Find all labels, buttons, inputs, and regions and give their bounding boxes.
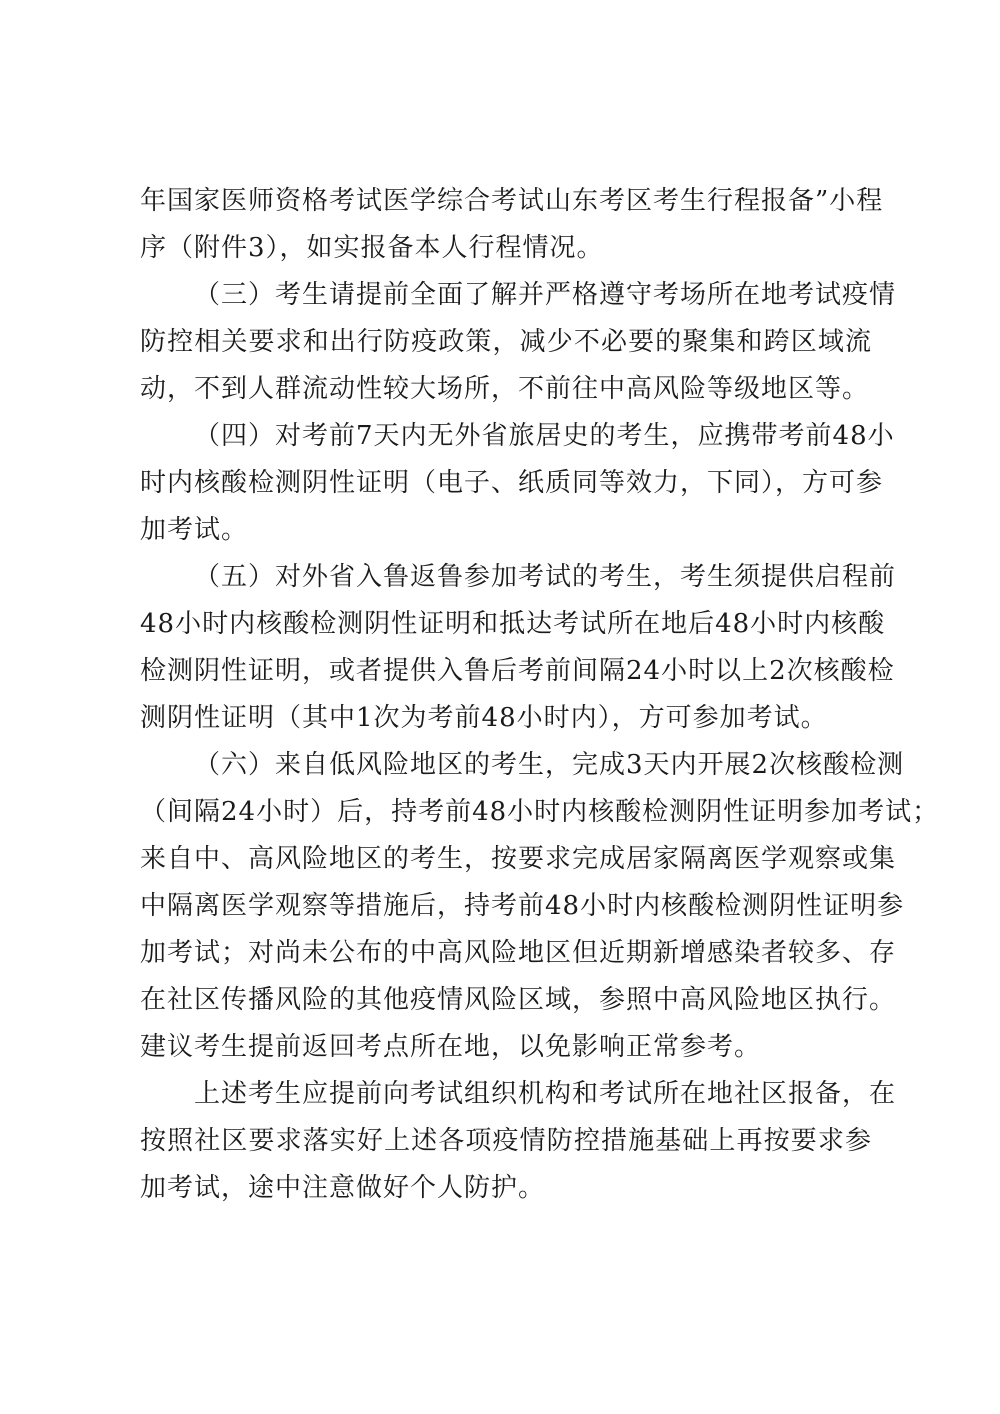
text-line: 加考试，途中注意做好个人防护。	[140, 1173, 546, 1203]
text-line: （六）来自低风险地区的考生，完成3天内开展2次核酸检测	[194, 750, 905, 780]
text-line: 测阴性证明（其中1次为考前48小时内），方可参加考试。	[140, 703, 828, 733]
text-line: 建议考生提前返回考点所在地，以免影响正常参考。	[140, 1032, 762, 1062]
text-line: 中隔离医学观察等措施后，持考前48小时内核酸检测阴性证明参	[140, 891, 905, 921]
text-line: 上述考生应提前向考试组织机构和考试所在地社区报备，在	[194, 1079, 897, 1109]
text-line: 加考试；对尚未公布的中高风险地区但近期新增感染者较多、存	[140, 938, 897, 968]
text-line: 年国家医师资格考试医学综合考试山东考区考生行程报备”小程	[140, 186, 884, 216]
text-line: （三）考生请提前全面了解并严格遵守考场所在地考试疫情	[194, 280, 897, 310]
text-line: 48小时内核酸检测阴性证明和抵达考试所在地后48小时内核酸	[140, 609, 886, 639]
text-line: 防控相关要求和出行防疫政策，减少不必要的聚集和跨区域流	[140, 327, 872, 357]
text-line: 在社区传播风险的其他疫情风险区域，参照中高风险地区执行。	[140, 985, 897, 1015]
document-body	[140, 178, 940, 1212]
text-line: （五）对外省入鲁返鲁参加考试的考生，考生须提供启程前	[194, 562, 897, 592]
text-line: 动，不到人群流动性较大场所，不前往中高风险等级地区等。	[140, 374, 870, 404]
text-line: （间隔24小时）后，持考前48小时内核酸检测阴性证明参加考试；	[140, 797, 940, 827]
text-line: 检测阴性证明，或者提供入鲁后考前间隔24小时以上2次核酸检	[140, 656, 895, 686]
text-line: 来自中、高风险地区的考生，按要求完成居家隔离医学观察或集	[140, 844, 897, 874]
text-line: （四）对考前7天内无外省旅居史的考生，应携带考前48小	[194, 421, 895, 451]
text-line: 按照社区要求落实好上述各项疫情防控措施基础上再按要求参	[140, 1126, 872, 1156]
text-line: 加考试。	[140, 515, 249, 545]
text-line: 时内核酸检测阴性证明（电子、纸质同等效力，下同），方可参	[140, 468, 884, 498]
text-line: 序（附件3），如实报备本人行程情况。	[140, 233, 604, 263]
